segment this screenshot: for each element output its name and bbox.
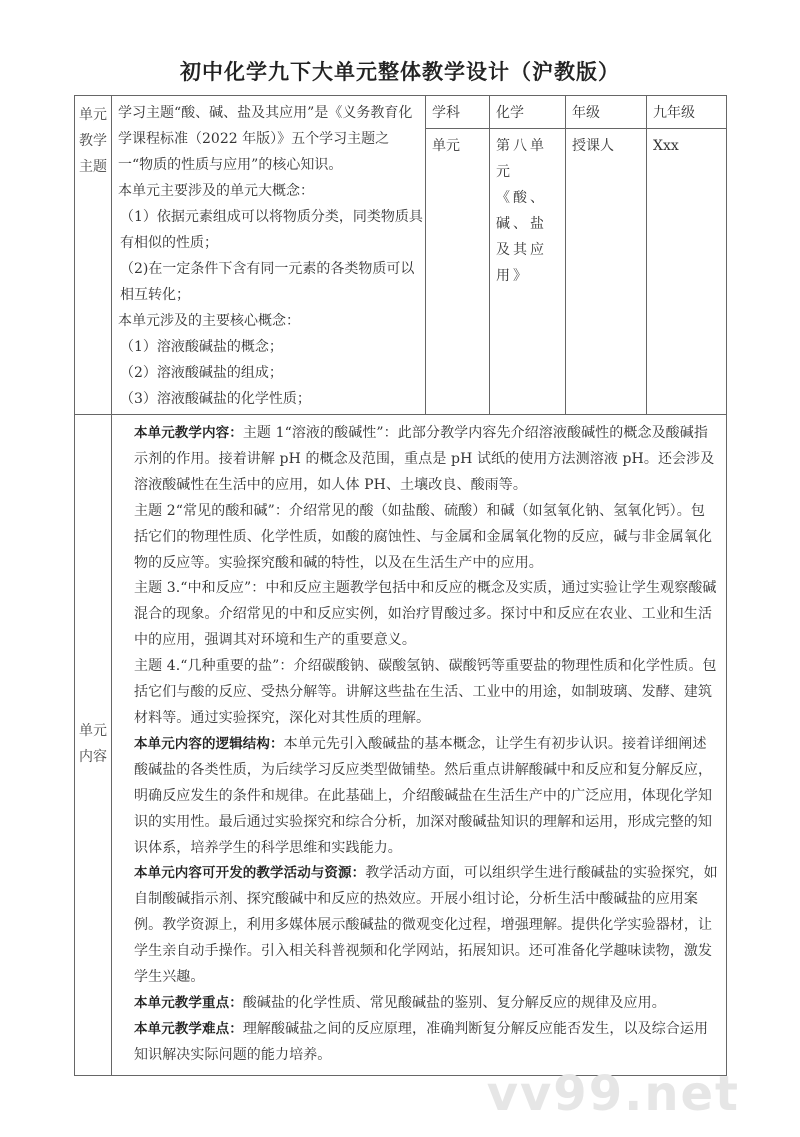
- theme-line: （2）溶液酸碱盐的组成；: [120, 365, 283, 381]
- theme-line: （1）依据元素组成可以将物质分类，同类物质具有相似的性质；: [120, 209, 423, 251]
- unit-content: [112, 415, 727, 1076]
- paragraph-text: 主题 1“溶液的酸碱性”：此部分教学内容先介绍溶液酸碱性的概念及酸碱指示剂的作用。接着讲解 pH 的概念及范围，重点是 pH 试纸的使用方法测溶液 pH。还会涉及溶液酸碱性在生活中的应用，如人体 PH、土壤改良、酸雨等。: [134, 425, 715, 493]
- document-title: 初中化学九下大单元整体教学设计（沪教版）: [180, 60, 620, 84]
- paragraph-heading: 本单元教学重点：: [134, 994, 243, 1011]
- teacher-label: 授课人: [566, 129, 647, 415]
- teacher-value: Xxx: [647, 129, 727, 415]
- content-paragraph: [134, 991, 718, 1017]
- section-label-unit-theme: 单元教学主题: [75, 96, 112, 415]
- content-paragraph: [134, 732, 718, 862]
- unit-value: 第八单元《酸、碱、盐及其应用》: [490, 129, 566, 415]
- paragraph-text: 酸碱盐的化学性质、常见酸碱盐的鉴别、复分解反应的规律及应用。: [242, 994, 666, 1011]
- grade-value: 九年级: [647, 96, 727, 129]
- theme-line: 本单元涉及的主要核心概念：: [118, 313, 300, 329]
- section-label-unit-content: 单元内容: [75, 415, 112, 1076]
- subject-value: 化学: [490, 96, 566, 129]
- unit-theme-content: [112, 96, 426, 415]
- unit-label: 单元: [426, 129, 490, 415]
- paragraph-text: 主题 4.“几种重要的盐”：介绍碳酸钠、碳酸氢钠、碳酸钙等重要盐的物理性质和化学性质。包括它们与酸的反应、受热分解等。讲解这些盐在生活、工业中的用途，如制玻璃、发酵、建筑材料等。通过实验探究，深化对其性质的理解。: [134, 658, 717, 726]
- paragraph-heading: 本单元内容的逻辑结构：: [134, 735, 284, 752]
- paragraph-text: 理解酸碱盐之间的反应原理，准确判断复分解反应能否发生，以及综合运用知识解决实际问题的能力培养。: [134, 1020, 709, 1063]
- theme-line: （1）溶液酸碱盐的概念；: [120, 339, 283, 355]
- paragraph-text: 主题 2“常见的酸和碱”：介绍常见的酸（如盐酸、硫酸）和碱（如氢氧化钠、氢氧化钙）。包括它们的物理性质、化学性质，如酸的腐蚀性、与金属和金属氧化物的反应，碱与非金属氧化物的反应等。实验探究酸和碱的特性，以及在生活生产中的应用。: [134, 502, 713, 571]
- theme-line: （3）溶液酸碱盐的化学性质；: [120, 391, 311, 407]
- paragraph-heading: 本单元教学内容：: [134, 425, 243, 441]
- paragraph-text: 本单元先引入酸碱盐的基本概念，让学生有初步认识。接着详细阐述酸碱盐的各类性质，为后续学习反应类型做铺垫。然后重点讲解酸碱中和反应和复分解反应，明确反应发生的条件和规律。在此基础上，介绍酸碱盐在生活生产中的广泛应用，体现化学知识的实用性。最后通过实验探究和综合分析，加深对酸碱盐知识的理解和运用，形成完整的知识体系，培养学生的科学思维和实践能力。: [134, 735, 713, 856]
- design-table: [74, 95, 727, 1076]
- paragraph-text: 教学活动方面，可以组织学生进行酸碱盐的实验探究，如自制酸碱指示剂、探究酸碱中和反应的热效应。开展小组讨论，分析生活中酸碱盐的应用案例。教学资源上，利用多媒体展示酸碱盐的微观变化过程，增强理解。提供化学实验器材，让学生亲自动手操作。引入相关科普视频和化学网站，拓展知识。还可准备化学趣味读物，激发学生兴趣。: [134, 865, 718, 986]
- paragraph-heading: 本单元内容可开发的教学活动与资源：: [134, 865, 366, 882]
- content-paragraph: [134, 576, 718, 654]
- subject-label: 学科: [426, 96, 490, 129]
- paragraph-text: 主题 3.“中和反应”：中和反应主题教学包括中和反应的概念及实质，通过实验让学生观察酸碱混合的现象。介绍常见的中和反应实例，如治疗胃酸过多。探讨中和反应在农业、工业和生活中的应用，强调其对环境和生产的重要意义。: [134, 580, 717, 649]
- watermark: vv99.net: [486, 1066, 740, 1122]
- content-paragraph: [134, 499, 718, 577]
- theme-line: 本单元主要涉及的单元大概念：: [118, 183, 314, 199]
- grade-label: 年级: [566, 96, 647, 129]
- content-paragraph: [134, 654, 718, 732]
- content-paragraph: [134, 861, 718, 991]
- paragraph-heading: 本单元教学难点：: [134, 1020, 243, 1037]
- content-paragraph: [134, 421, 718, 499]
- theme-line: （2)在一定条件下含有同一元素的各类物质可以相互转化；: [120, 261, 415, 303]
- theme-line: 学习主题“酸、碱、盐及其应用”是《义务教育化学课程标准（2022 年版）》五个学习主题之一“物质的性质与应用”的核心知识。: [118, 105, 413, 173]
- content-paragraph: [134, 1017, 718, 1069]
